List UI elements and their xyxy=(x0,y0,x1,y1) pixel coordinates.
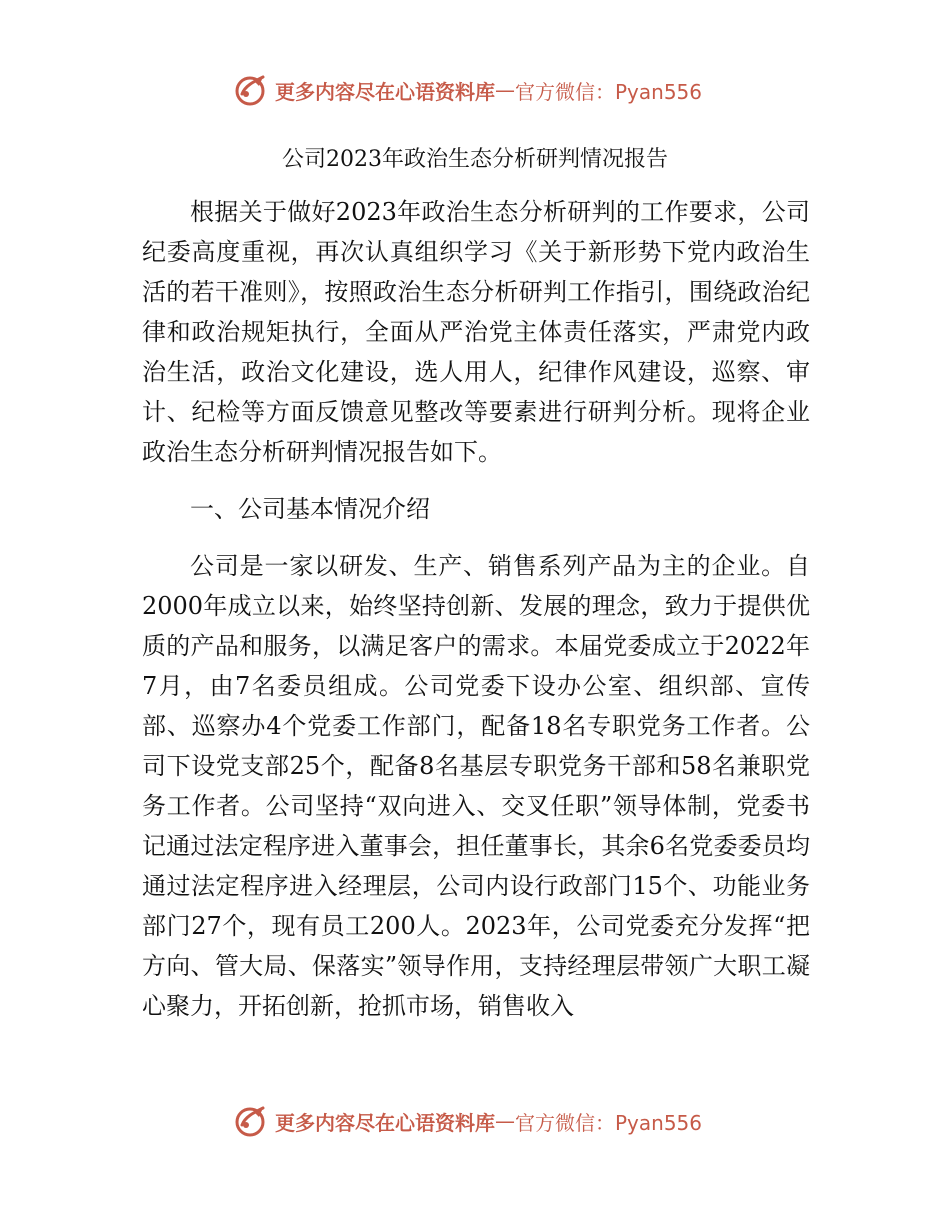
section-heading: 一、公司基本情况介绍 xyxy=(190,495,430,523)
banner-contact-text: 官方微信：Pyan556 xyxy=(515,79,703,104)
banner-brand-text: 更多内容尽在心语资料库 xyxy=(275,1110,495,1135)
banner-brand-text: 更多内容尽在心语资料库 xyxy=(275,79,495,104)
header-watermark-banner xyxy=(233,70,702,110)
footer-watermark-banner xyxy=(233,1101,702,1141)
document-body xyxy=(142,192,810,1043)
document-title: 公司2023年政治生态分析研判情况报告 xyxy=(282,147,668,172)
banner-separator: — xyxy=(495,78,515,102)
banner-separator: — xyxy=(495,1109,515,1133)
logo-icon xyxy=(233,1103,269,1139)
company-overview-paragraph: 公司是一家以研发、生产、销售系列产品为主的企业。自2000年成立以来，始终坚持创新、发展的理念，致力于提供优质的产品和服务，以满足客户的需求。本届党委成立于2022年7月，由7名委员组成。公司党委下设办公室、组织部、宣传部、巡察办4个党委工作部门，配备18名专职党务工作者。公司下设党支部25个，配备8名基层专职党务干部和58名兼职党务工作者。公司坚持“双向进入、交叉任职”领导体制，党委书记通过法定程序进入董事会，担任董事长，其余6名党委委员均通过法定程序进入经理层，公司内设行政部门15个、功能业务部门27个，现有员工200人。2023年，公司党委充分发挥“把方向、管大局、保落实”领导作用，支持经理层带领广大职工凝心聚力，开拓创新，抢抓市场，销售收入 xyxy=(142,552,810,1020)
banner-contact-text: 官方微信：Pyan556 xyxy=(515,1110,703,1135)
logo-icon xyxy=(233,72,269,108)
intro-paragraph: 根据关于做好2023年政治生态分析研判的工作要求，公司纪委高度重视，再次认真组织学习《关于新形势下党内政治生活的若干准则》，按照政治生态分析研判工作指引，围绕政治纪律和政治规矩执行，全面从严治党主体责任落实，严肃党内政治生活，政治文化建设，选人用人，纪律作风建设，巡察、审计、纪检等方面反馈意见整改等要素进行研判分析。现将企业政治生态分析研判情况报告如下。 xyxy=(142,198,810,466)
